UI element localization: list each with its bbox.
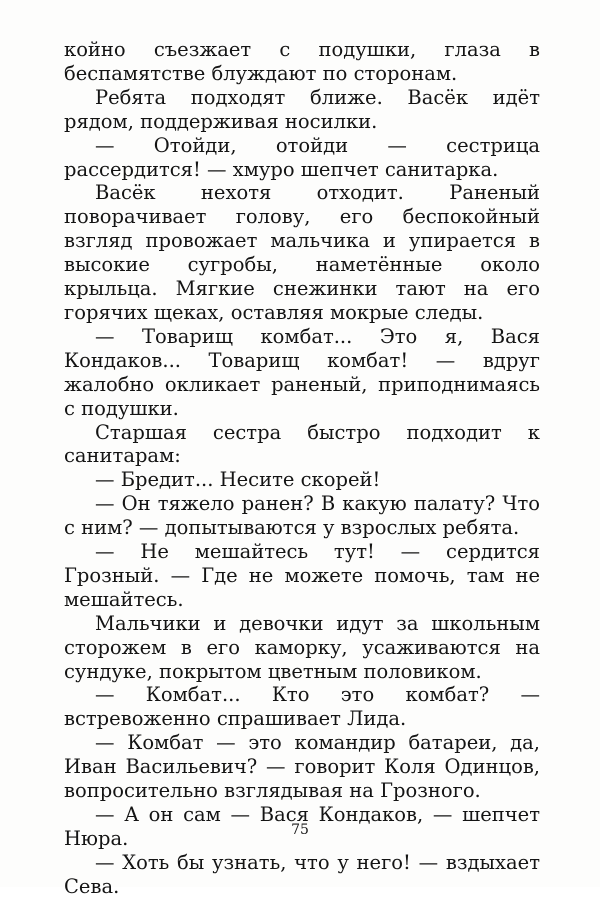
body-text (64, 38, 540, 899)
paragraph: Мальчики и девочки идут за школьным сторожем в его каморку, усаживаются на сундуке, покрытом цветным половиком. (64, 611, 540, 683)
paragraph: — Отойди, отойди — сестрица рассердится! — хмуро шепчет санитарка. (64, 133, 540, 181)
paragraph: — Бредит... Несите скорей! (95, 468, 381, 492)
paragraph: — Не мешайтесь тут! — сердится Грозный. — Где не можете помочь, там не мешайтесь. (64, 540, 540, 611)
paragraph: койно съезжает с подушки, глаза в беспамятстве блуждают по сторонам. (64, 38, 540, 85)
paragraph: Васёк нехотя отходит. Раненый поворачивает голову, его беспокойный взгляд провожает мальчика и упирается в высокие сугробы, наметённые около крыльца. Мягкие снежинки тают на его горячих щеках, оставляя мокрые следы. (64, 181, 540, 324)
paragraph: — Товарищ комбат... Это я, Вася Кондаков... Товарищ комбат! — вдруг жалобно окликает раненый, приподнимаясь с подушки. (64, 324, 540, 420)
paragraph: — Комбат... Кто это комбат? — встревоженно спрашивает Лида. (64, 683, 540, 731)
page-number: 75 (291, 822, 309, 838)
paragraph: — Хоть бы узнать, что у него! — вздыхает Сева. (64, 850, 540, 898)
paragraph: — Комбат — это командир батареи, да, Иван Васильевич? — говорит Коля Одинцов, вопросительно взглядывая на Грозного. (64, 731, 540, 803)
paragraph: — А он сам — Вася Кондаков, — шепчет Нюра. (64, 803, 540, 850)
paragraph: Старшая сестра быстро подходит к санитарам: (64, 420, 540, 468)
paragraph: — Он тяжело ранен? В какую палату? Что с ним? — допытываются у взрослых ребята. (64, 492, 540, 540)
paragraph: Ребята подходят ближе. Васёк идёт рядом, поддерживая носилки. (64, 85, 540, 133)
